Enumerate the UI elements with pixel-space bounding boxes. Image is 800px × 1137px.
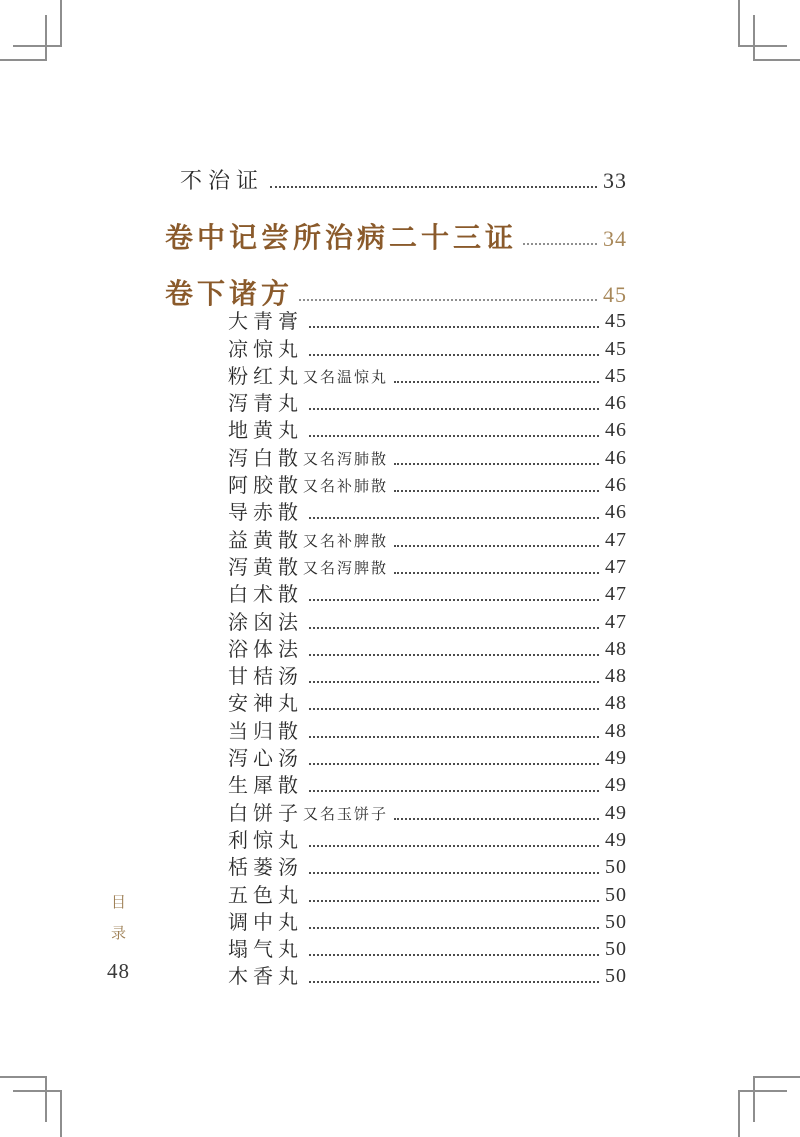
entry-title: 泻白散: [228, 445, 303, 470]
entry-page-number: 45: [605, 310, 627, 333]
entry-title: 生犀散: [228, 773, 303, 798]
dot-leader: [309, 845, 599, 847]
entry-page-number: 47: [605, 583, 627, 606]
dot-leader: [309, 599, 599, 601]
entry-page-number: 48: [605, 637, 627, 660]
dot-leader: [309, 354, 599, 356]
entry-page-number: 46: [605, 392, 627, 415]
entry-page-number: 47: [605, 528, 627, 551]
toc-entry: [228, 907, 627, 934]
entry-title: 当归散: [228, 718, 303, 743]
toc-entry: [228, 552, 627, 579]
entry-alt-name: 又名泻肺散: [303, 449, 389, 468]
toc-entry: [228, 743, 627, 770]
entry-alt-name: 又名补肺散: [303, 477, 389, 496]
dot-leader: [299, 299, 597, 301]
dot-leader: [309, 927, 599, 929]
entry-page-number: 45: [605, 337, 627, 360]
dot-leader: [270, 186, 597, 188]
entry-title: 阿胶散: [228, 473, 303, 498]
toc-entry: [228, 934, 627, 961]
toc-entry: [228, 634, 627, 661]
entry-alt-name: 又名温惊丸: [303, 367, 389, 386]
crop-mark-top-left-icon: [0, 0, 66, 65]
folio-page-number: 48: [107, 959, 130, 983]
toc-entry: [228, 715, 627, 742]
toc-section-heading: [165, 216, 627, 252]
entry-title: 木香丸: [228, 964, 303, 989]
dot-leader: [309, 408, 599, 410]
section-page-number: 34: [603, 226, 627, 251]
entry-page-number: 49: [605, 801, 627, 824]
table-of-contents: [165, 166, 627, 996]
crop-mark-bottom-right-icon: [734, 1072, 800, 1137]
entry-title: 地黄丸: [228, 418, 303, 443]
toc-entry: [228, 770, 627, 797]
toc-entry: [228, 961, 627, 988]
toc-entry: [228, 879, 627, 906]
entry-page-number: 46: [605, 474, 627, 497]
entry-title: 白饼子: [228, 800, 303, 825]
dot-leader: [309, 981, 599, 983]
toc-entry: [228, 606, 627, 633]
entry-page-number: 50: [605, 856, 627, 879]
entry-page-number: 50: [605, 938, 627, 961]
dot-leader: [394, 381, 599, 383]
entry-title: 浴体法: [228, 636, 303, 661]
toc-entry: [228, 852, 627, 879]
toc-entry: [228, 797, 627, 824]
running-title-vertical: 目录: [109, 894, 127, 956]
entry-page-number: 48: [605, 719, 627, 742]
entry-title: 泻心汤: [228, 746, 303, 771]
dot-leader: [309, 790, 599, 792]
entry-page-number: 50: [605, 965, 627, 988]
toc-entry: [228, 825, 627, 852]
entry-title: 甘桔汤: [228, 664, 303, 689]
entry-alt-name: 又名玉饼子: [303, 804, 389, 823]
entry-title: 五色丸: [228, 882, 303, 907]
dot-leader: [309, 954, 599, 956]
dot-leader: [394, 490, 599, 492]
entry-title: 塌气丸: [228, 937, 303, 962]
section-page-number: 45: [603, 282, 627, 307]
dot-leader: [309, 654, 599, 656]
entry-page-number: 33: [603, 168, 627, 193]
dot-leader: [309, 900, 599, 902]
dot-leader: [394, 572, 599, 574]
volume-label: 卷下: [165, 276, 230, 310]
toc-entry: [228, 388, 627, 415]
toc-entry: [228, 415, 627, 442]
dot-leader: [309, 872, 599, 874]
entry-title: 涂囟法: [228, 609, 303, 634]
toc-section-heading: [165, 272, 627, 308]
volume-label: 卷中: [165, 220, 230, 254]
dot-leader: [394, 545, 599, 547]
dot-leader: [309, 681, 599, 683]
entry-page-number: 46: [605, 501, 627, 524]
dot-leader: [394, 463, 599, 465]
entry-title: 益黄散: [228, 527, 303, 552]
dot-leader: [394, 818, 599, 820]
toc-entry: [228, 688, 627, 715]
section-title: 诸方: [229, 276, 294, 310]
entry-title: 安神丸: [228, 691, 303, 716]
entry-title: 导赤散: [228, 500, 303, 525]
dot-leader: [309, 708, 599, 710]
entry-page-number: 47: [605, 555, 627, 578]
entry-page-number: 47: [605, 610, 627, 633]
toc-entry-list: [228, 306, 627, 988]
entry-page-number: 48: [605, 692, 627, 715]
toc-entry: [228, 524, 627, 551]
entry-title: 泻黄散: [228, 554, 303, 579]
entry-title: 泻青丸: [228, 391, 303, 416]
toc-entry: [228, 442, 627, 469]
toc-entry: [228, 306, 627, 333]
entry-page-number: 46: [605, 419, 627, 442]
toc-entry: [228, 361, 627, 388]
dot-leader: [309, 736, 599, 738]
entry-alt-name: 又名补脾散: [303, 531, 389, 550]
entry-title: 栝蒌汤: [228, 855, 303, 880]
entry-title: 凉惊丸: [228, 336, 303, 361]
toc-entry: [228, 333, 627, 360]
entry-title: 调中丸: [228, 909, 303, 934]
entry-title: 粉红丸: [228, 363, 303, 388]
dot-leader: [309, 517, 599, 519]
entry-page-number: 48: [605, 665, 627, 688]
entry-page-number: 49: [605, 774, 627, 797]
entry-page-number: 45: [605, 364, 627, 387]
toc-entry: [228, 579, 627, 606]
toc-entry: [228, 470, 627, 497]
entry-page-number: 49: [605, 828, 627, 851]
entry-title: 大青膏: [228, 309, 303, 334]
crop-mark-bottom-left-icon: [0, 1072, 66, 1137]
entry-page-number: 46: [605, 446, 627, 469]
entry-title: 利惊丸: [228, 827, 303, 852]
dot-leader: [309, 627, 599, 629]
toc-entry: [180, 166, 627, 194]
toc-entry: [228, 661, 627, 688]
entry-page-number: 49: [605, 747, 627, 770]
dot-leader: [523, 243, 597, 245]
dot-leader: [309, 763, 599, 765]
toc-entry: [228, 497, 627, 524]
entry-title: 不治证: [180, 168, 265, 194]
section-title: 记尝所治病二十三证: [229, 220, 518, 254]
crop-mark-top-right-icon: [734, 0, 800, 65]
entry-alt-name: 又名泻脾散: [303, 558, 389, 577]
dot-leader: [309, 435, 599, 437]
entry-page-number: 50: [605, 883, 627, 906]
entry-title: 白术散: [228, 582, 303, 607]
entry-page-number: 50: [605, 910, 627, 933]
dot-leader: [309, 326, 599, 328]
